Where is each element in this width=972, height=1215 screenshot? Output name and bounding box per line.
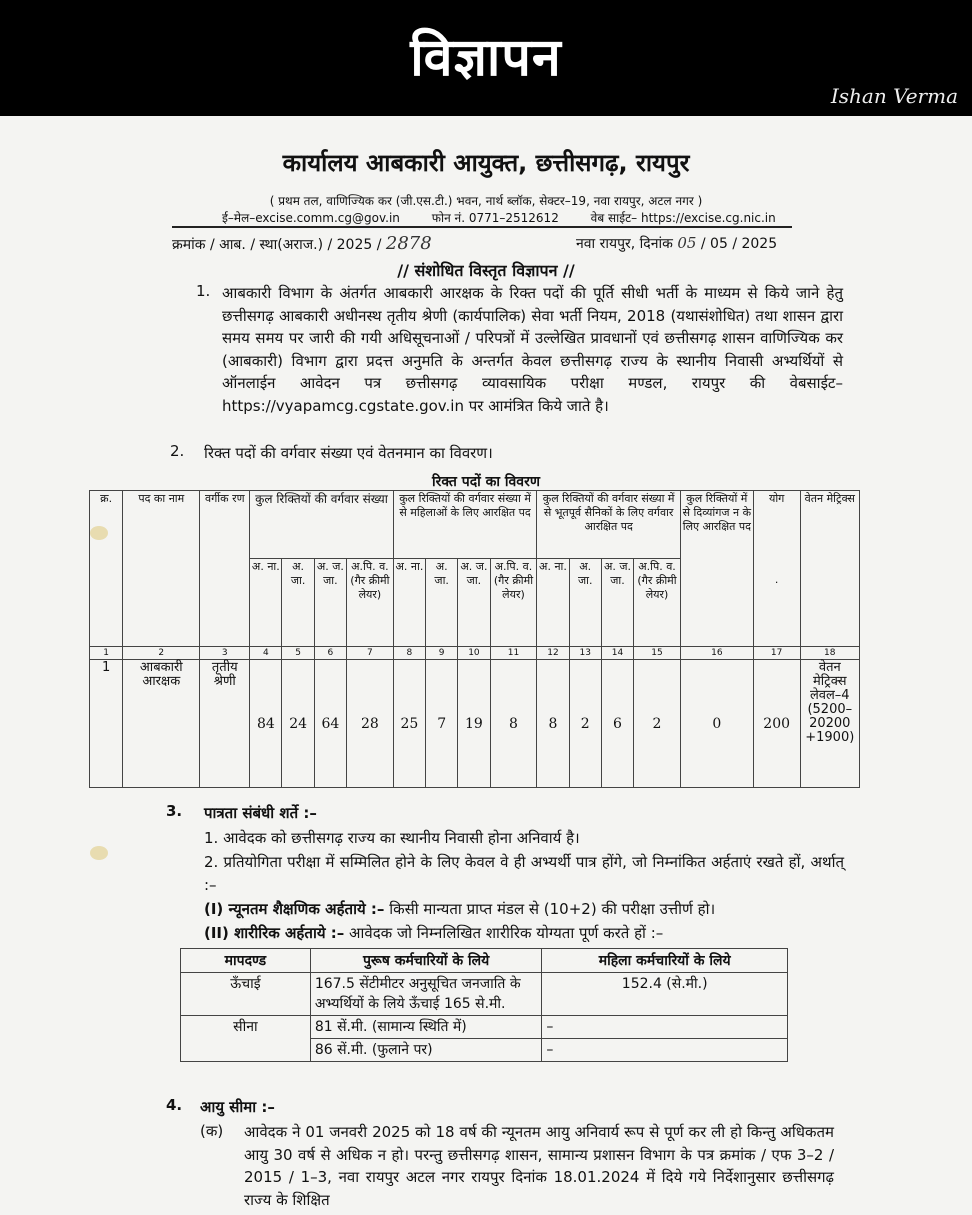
height-female: 152.4 (से.मी.) <box>542 973 788 1016</box>
value-cell: 2 <box>634 660 681 788</box>
education-qualification <box>204 898 844 921</box>
notice-heading: // संशोधित विस्तृत विज्ञापन // <box>397 261 575 280</box>
sub-sc: अ. ना. <box>537 559 569 647</box>
sub-sc: अ. ना. <box>393 559 425 647</box>
sub-stj: अ. ज. जा. <box>458 559 490 647</box>
section3-number: 3. <box>166 802 183 820</box>
office-title: कार्यालय आबकारी आयुक्त, छत्तीसगढ़, रायपुर <box>282 149 690 177</box>
vacancy-table <box>89 490 860 788</box>
sub-st: अ. जा. <box>569 559 601 647</box>
signature-watermark: Ishan Verma <box>830 84 958 108</box>
sub-st: अ. जा. <box>426 559 458 647</box>
col-number: 1 <box>90 647 123 660</box>
header-total-mark: · <box>774 576 779 589</box>
col-number: 5 <box>282 647 314 660</box>
header-total-vacancies: कुल रिक्तियों की वर्गवार संख्या <box>250 491 394 559</box>
sub-sc: अ. ना. <box>250 559 282 647</box>
col-number: 9 <box>426 647 458 660</box>
section4-item-label: (क) <box>200 1122 224 1140</box>
chest-male-expanded: 86 सें.मी. (फुलाने पर) <box>310 1039 542 1062</box>
physical-label: (II) शारीरिक अर्हताये :– <box>204 924 345 942</box>
phone-text: फोन नं. 0771–2512612 <box>431 211 559 225</box>
header-divyang: कुल रिक्तियों में से दिव्यांगज न के लिए आरक्षित पद <box>680 491 753 647</box>
col-number: 10 <box>458 647 490 660</box>
table-row <box>181 1016 788 1039</box>
table-row <box>90 660 860 788</box>
header-post: पद का नाम <box>123 491 200 647</box>
value-cell: 24 <box>282 660 314 788</box>
sub-st: अ. जा. <box>282 559 314 647</box>
eligibility-item-1: 1. आवेदक को छत्तीसगढ़ राज्य का स्थानीय निवासी होना अनिवार्य है। <box>204 829 580 847</box>
sub-obc: अ.पि. व. (गैर क्रीमी लेयर) <box>346 559 393 647</box>
value-cell: 6 <box>601 660 633 788</box>
row-post: आबकारी आरक्षक <box>123 660 200 788</box>
section3-title: पात्रता संबंधी शर्ते :– <box>204 804 317 822</box>
contact-line <box>222 209 804 226</box>
document-page <box>0 116 972 1215</box>
col-number: 6 <box>314 647 346 660</box>
sub-stj: अ. ज. जा. <box>314 559 346 647</box>
value-cell: 84 <box>250 660 282 788</box>
col-number: 13 <box>569 647 601 660</box>
header-exservicemen-reserved: कुल रिक्तियों की वर्गवार संख्या में से भूतपूर्व सैनिकों के लिए वर्गवार आरक्षित पद <box>537 491 681 559</box>
sub-obc: अ.पि. व. (गैर क्रीमी लेयर) <box>490 559 537 647</box>
section4-text: आवेदक ने 01 जनवरी 2025 को 18 वर्ष की न्यूनतम आयु अनिवार्य रूप से पूर्ण कर ली हो किन्तु अधिकतम आयु 30 वर्ष से अधिक न हो। परन्तु छत्तीसगढ़ शासन, सामान्य प्रशासन विभाग के पत्र क्रमांक / एफ 3–2 / 2015 / 1–3, नवा रायपुर अटल नगर रायपुर दिनांक 18.01.2024 में दिये गये निर्देशानुसार छत्तीसगढ़ राज्य के शिक्षित <box>244 1123 834 1209</box>
value-cell: 8 <box>490 660 537 788</box>
section4-number: 4. <box>166 1096 183 1114</box>
section4-title: आयु सीमा :– <box>200 1098 275 1116</box>
header-total-label: योग <box>768 492 785 505</box>
punch-hole-mark <box>90 846 108 860</box>
value-cell: 7 <box>426 660 458 788</box>
chest-female-expanded: – <box>542 1039 788 1062</box>
vacancy-table-caption: रिक्त पदों का विवरण <box>432 474 540 490</box>
height-male: 167.5 सेंटीमीटर अनुसूचित जनजाति के अभ्यर्थियों के लिये ऊँचाई 165 से.मी. <box>310 973 542 1016</box>
col-number: 12 <box>537 647 569 660</box>
value-cell: 64 <box>314 660 346 788</box>
physical-qualification <box>204 922 844 945</box>
header-total <box>753 491 800 647</box>
height-label: ऊँचाई <box>181 973 311 1016</box>
reference-prefix: क्रमांक / आब. / स्था(अराज.) / 2025 / <box>172 237 382 253</box>
eligibility-item-2: 2. प्रतियोगिता परीक्षा में सम्मिलित होने के लिए केवल वे ही अभ्यर्थी पात्र होंगे, जो निम्नांकित अर्हताएं रखते हों, अर्थात् :– <box>204 853 844 894</box>
chest-female-normal: – <box>542 1016 788 1039</box>
banner-title: विज्ञापन <box>410 28 562 88</box>
chest-male-normal: 81 सें.मी. (सामान्य स्थिति में) <box>310 1016 542 1039</box>
col-number: 2 <box>123 647 200 660</box>
email-text: ई–मेल–excise.comm.cg@gov.in <box>222 211 400 225</box>
col-number: 3 <box>200 647 250 660</box>
col-number: 11 <box>490 647 537 660</box>
row-pay: वेतन मेट्रिक्स लेवल–4 (5200–20200 +1900) <box>800 660 859 788</box>
col-number: 16 <box>680 647 753 660</box>
col-number: 8 <box>393 647 425 660</box>
table-row <box>181 973 788 1016</box>
sub-obc: अ.पि. व. (गैर क्रीमी लेयर) <box>634 559 681 647</box>
reference-number <box>172 233 432 254</box>
chest-label: सीना <box>181 1016 311 1062</box>
col-number: 18 <box>800 647 859 660</box>
section1-number: 1. <box>196 282 211 300</box>
row-class: तृतीय श्रेणी <box>200 660 250 788</box>
section2-text: रिक्त पदों की वर्गवार संख्या एवं वेतनमान का विवरण। <box>204 444 493 462</box>
value-cell: 200 <box>753 660 800 788</box>
sub-stj: अ. ज. जा. <box>601 559 633 647</box>
physical-text: आवेदक जो निम्नलिखित शारीरिक योग्यता पूर्ण करते हों :– <box>349 924 664 942</box>
col-number: 7 <box>346 647 393 660</box>
header-women-reserved: कुल रिक्तियों की वर्गवार संख्या में से महिलाओं के लिए आरक्षित पद <box>393 491 537 559</box>
row-sno: 1 <box>90 660 123 788</box>
header-pay: वेतन मेट्रिक्स <box>800 491 859 647</box>
education-text: किसी मान्यता प्राप्त मंडल से (10+2) की परीक्षा उत्तीर्ण हो। <box>389 900 716 918</box>
education-label: (I) न्यूनतम शैक्षणिक अर्हताये :– <box>204 900 385 918</box>
header-param: मापदण्ड <box>181 949 311 973</box>
value-cell: 8 <box>537 660 569 788</box>
date-line <box>576 234 777 253</box>
header-female: महिला कर्मचारियों के लिये <box>542 949 788 973</box>
office-address: ( प्रथम तल, वाणिज्यिक कर (जी.एस.टी.) भवन, नार्थ ब्लॉक, सेक्टर–19, नवा रायपुर, अटल नगर ) <box>269 194 703 208</box>
reference-handwritten: 2878 <box>385 233 432 254</box>
banner <box>0 0 972 116</box>
punch-hole-mark <box>90 526 108 540</box>
value-cell: 19 <box>458 660 490 788</box>
date-suffix: / 05 / 2025 <box>700 236 778 252</box>
col-number: 14 <box>601 647 633 660</box>
header-male: पुरूष कर्मचारियों के लिये <box>310 949 542 973</box>
date-handwritten: 05 <box>677 234 697 252</box>
header-class: वर्गीक रण <box>200 491 250 647</box>
physical-table <box>180 948 788 1062</box>
col-number: 15 <box>634 647 681 660</box>
value-cell: 25 <box>393 660 425 788</box>
value-cell: 0 <box>680 660 753 788</box>
header-rule <box>172 226 792 228</box>
value-cell: 2 <box>569 660 601 788</box>
section2-number: 2. <box>170 442 185 460</box>
col-number: 17 <box>753 647 800 660</box>
header-sno: क्र. <box>90 491 123 647</box>
value-cell: 28 <box>346 660 393 788</box>
col-number: 4 <box>250 647 282 660</box>
website-text: वेब साईट– https://excise.cg.nic.in <box>590 211 776 225</box>
section1-text: आबकारी विभाग के अंतर्गत आबकारी आरक्षक के रिक्त पदों की पूर्ति सीधी भर्ती के माध्यम से किये जाने हेतु छत्तीसगढ़ आबकारी अधीनस्थ तृतीय श्रेणी (कार्यपालिक) सेवा भर्ती नियम, 2018 (यथासंशोधित) तथा शासन द्वारा समय समय पर जारी की गयी अधिसूचनाओं / परिपत्रों में उल्लेखित प्रावधानों एवं छत्तीसगढ़ शासन वाणिज्यिक कर (आबकारी) विभाग द्वारा प्रदत्त अनुमति के अन्तर्गत केवल छत्तीसगढ़ राज्य के स्थानीय निवासी अभ्यर्थियों से ऑनलाईन आवेदन पत्र छत्तीसगढ़ व्यावसायिक परीक्षा मण्डल, रायपुर की वेबसाईट– https://vyapamcg.cgstate.gov.in पर आमंत्रित किये जाते है। <box>222 284 843 415</box>
date-prefix: नवा रायपुर, दिनांक <box>576 236 673 252</box>
